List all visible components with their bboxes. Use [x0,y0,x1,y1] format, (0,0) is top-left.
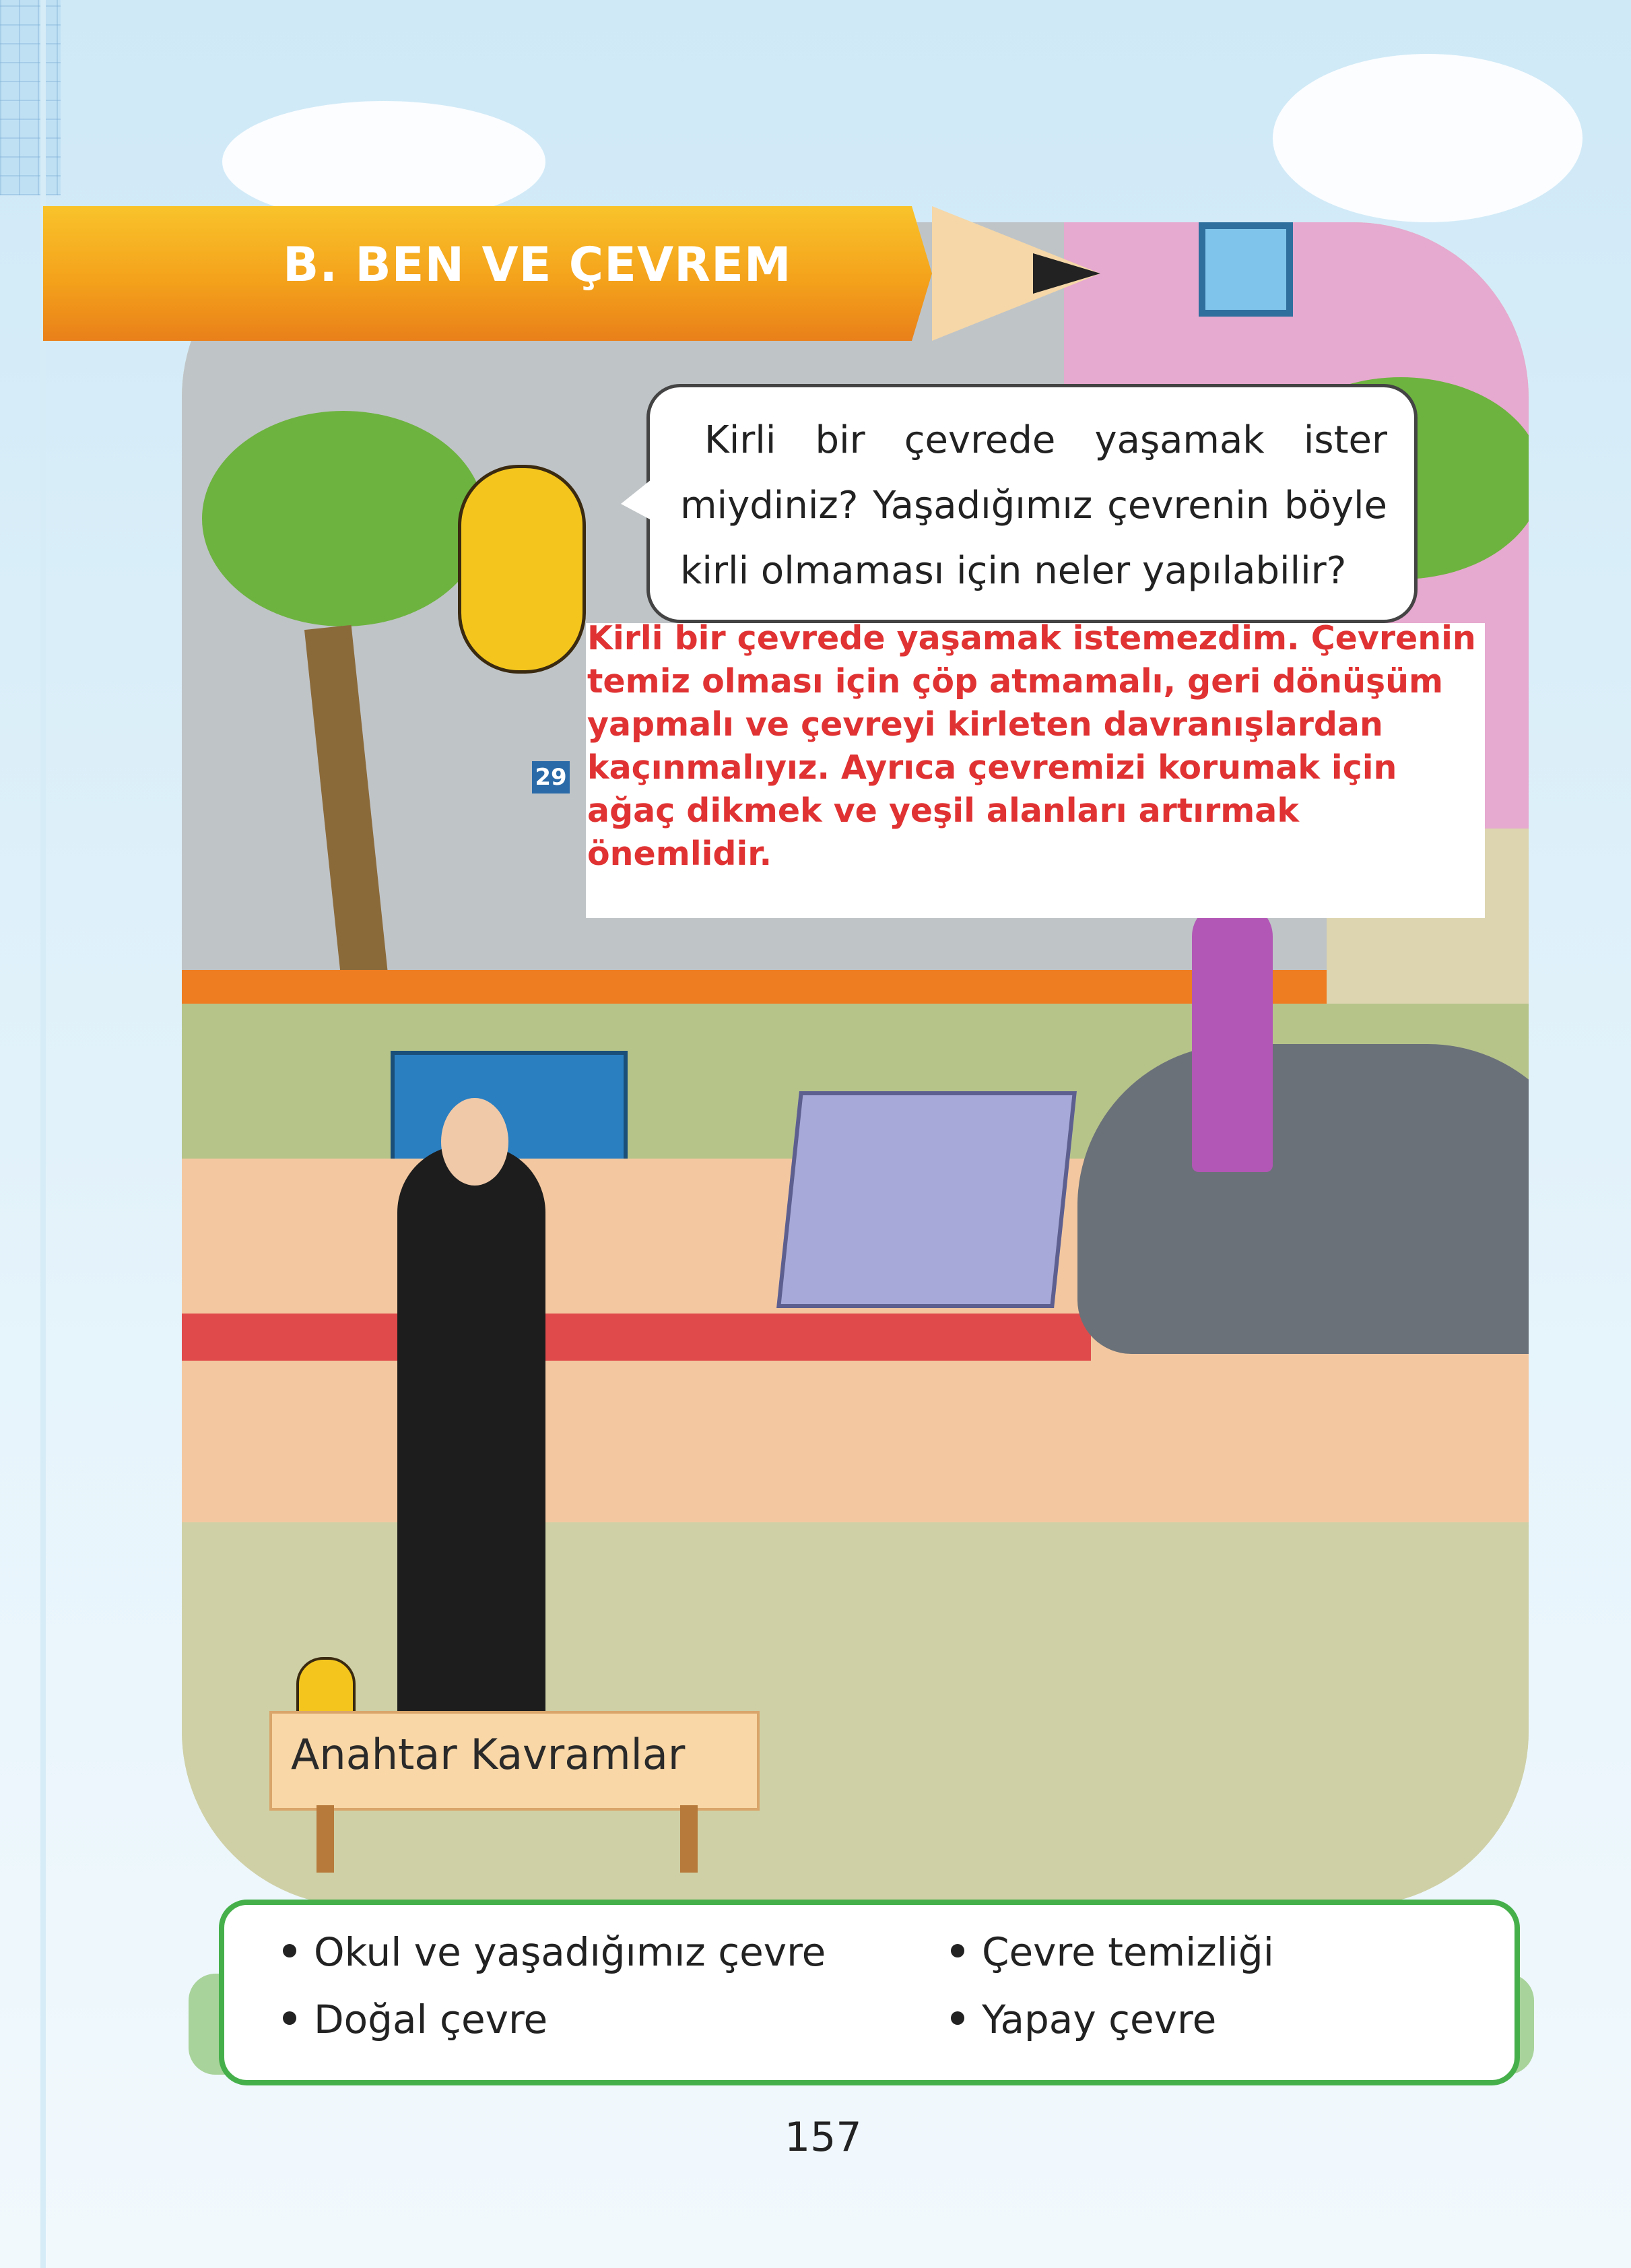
bullet-icon [283,1944,296,1957]
question-text: Kirli bir çevrede yaşamak ister miydiniz? Yaşadığımız çevrenin böyle kirli olmaması için neler yapılabilir? [680,418,1387,593]
man-in-suit [397,1145,545,1724]
section-title: B. BEN VE ÇEVREM [283,237,792,292]
cloud-right [1273,54,1583,222]
sign-post [680,1805,698,1873]
man-head [441,1098,508,1186]
cloud-left [222,101,545,222]
bullet-icon [951,1944,964,1957]
sign-post [317,1805,334,1873]
house-number-plate: 29 [532,761,570,793]
bullet-icon [283,2011,296,2025]
concept-item: Doğal çevre [283,1997,547,2042]
key-concepts-box [219,1900,1520,2085]
woman-walking [1192,903,1273,1172]
concept-item: Okul ve yaşadığımız çevre [283,1929,826,1975]
concept-item: Çevre temizliği [951,1929,1274,1975]
building-band [182,970,1327,1004]
key-concepts-title: Anahtar Kavramlar [291,1730,686,1779]
bee-mascot [458,465,586,674]
red-curb [182,1314,1091,1361]
answer-text: Kirli bir çevrede yaşamak istemezdim. Çevrenin temiz olması için çöp atmamalı, geri dönüşüm yapmalı ve çevreyi kirleten davranışlardan kaçınmalıyız. Ayrıca çevremizi korumak için ağaç dikmek ve yeşil alanları artırmak önemlidir. [587,619,1476,873]
page-number: 157 [785,2114,862,2161]
tree-crown [202,411,485,626]
grey-car [1077,1044,1529,1354]
concept-item: Yapay çevre [951,1997,1216,2042]
bullet-icon [951,2011,964,2025]
corner-grid-decoration [0,0,61,195]
window [1199,222,1293,317]
overflowing-dumpster [776,1091,1077,1308]
